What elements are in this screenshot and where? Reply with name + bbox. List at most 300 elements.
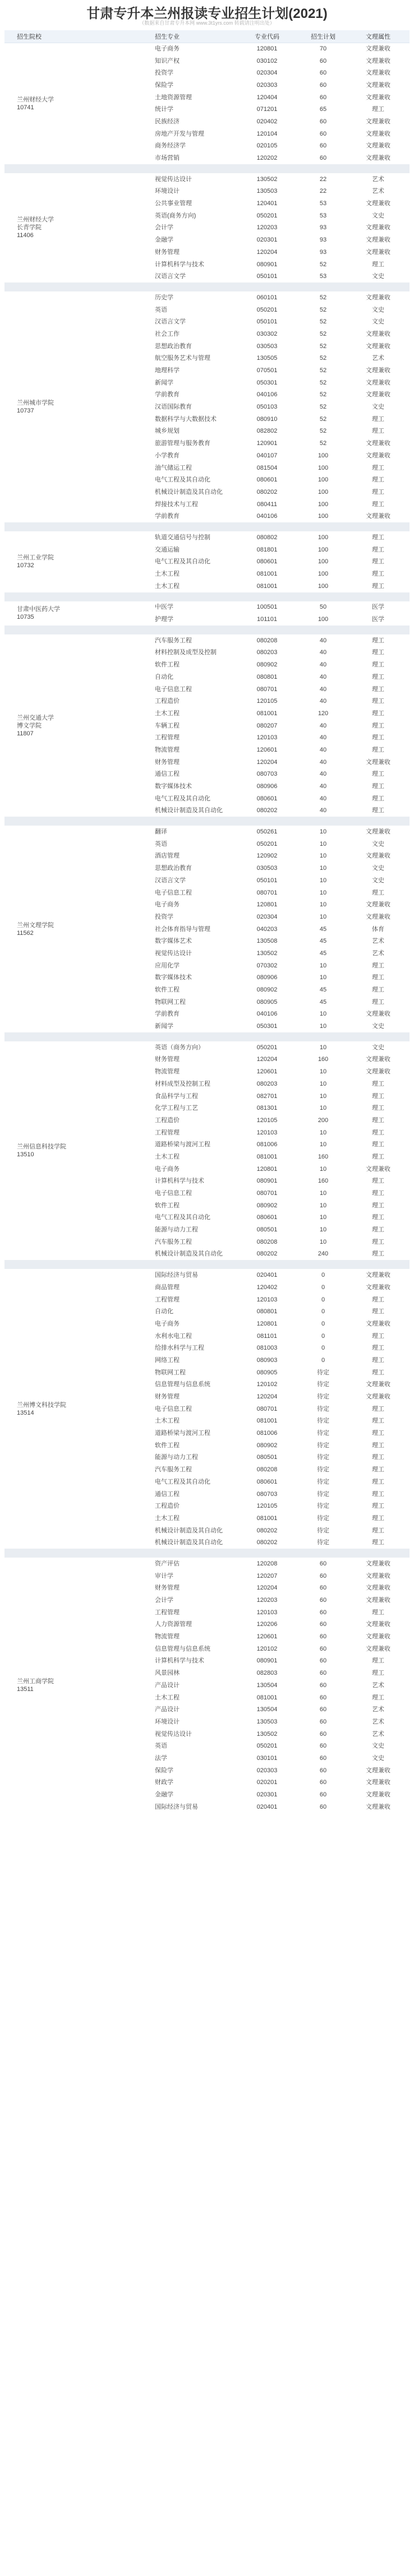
plan-count: 100 bbox=[318, 558, 329, 566]
major-name: 工程造价 bbox=[155, 698, 180, 705]
school-name: 兰州博文科技学院 bbox=[17, 1401, 66, 1409]
school-code: 10737 bbox=[17, 407, 34, 415]
major-name: 翻译 bbox=[155, 828, 167, 836]
plan-count: 52 bbox=[319, 261, 327, 268]
major-code: 120207 bbox=[256, 1572, 278, 1579]
enrollment-table bbox=[4, 30, 410, 1813]
plan-count: 40 bbox=[319, 807, 327, 814]
plan-count: 40 bbox=[319, 758, 327, 766]
major-code: 020401 bbox=[256, 1272, 278, 1279]
subject-type: 理工 bbox=[372, 1503, 384, 1510]
major-code: 081001 bbox=[256, 582, 278, 590]
major-name: 英语(商务方向) bbox=[155, 212, 196, 219]
plan-count: 52 bbox=[319, 294, 327, 301]
page-subtitle: （数据来自甘肃专升本网 www.3t1yrs.com 转载请注明出处） bbox=[139, 20, 275, 26]
plan-count: 93 bbox=[319, 237, 327, 244]
plan-count: 100 bbox=[318, 452, 329, 459]
plan-count: 100 bbox=[318, 616, 329, 623]
plan-count: 待定 bbox=[317, 1539, 329, 1546]
major-name: 软件工程 bbox=[155, 986, 180, 994]
major-name: 数字媒体技术 bbox=[155, 974, 192, 981]
major-code: 080203 bbox=[256, 649, 278, 656]
major-code: 030503 bbox=[256, 342, 278, 350]
school-code: 10735 bbox=[17, 614, 34, 621]
plan-count: 0 bbox=[321, 1284, 325, 1291]
major-name: 小学教育 bbox=[155, 452, 180, 459]
major-name: 工程管理 bbox=[155, 1296, 180, 1303]
plan-count: 待定 bbox=[317, 1381, 329, 1388]
major-name: 焊接技术与工程 bbox=[155, 501, 198, 508]
major-code: 130502 bbox=[256, 949, 278, 957]
plan-count: 160 bbox=[318, 1153, 329, 1160]
plan-count: 53 bbox=[319, 200, 327, 207]
subject-type: 文理兼收 bbox=[366, 1381, 390, 1388]
section-divider bbox=[4, 1549, 410, 1558]
major-code: 080501 bbox=[256, 1226, 278, 1234]
subject-type: 理工 bbox=[372, 795, 384, 802]
major-code: 040107 bbox=[256, 452, 278, 459]
major-name: 知识产权 bbox=[155, 57, 180, 64]
plan-count: 60 bbox=[319, 81, 327, 89]
major-code: 130504 bbox=[256, 1706, 278, 1713]
major-name: 土木工程 bbox=[155, 1694, 180, 1701]
major-code: 080202 bbox=[256, 1250, 278, 1258]
school-cell bbox=[4, 1558, 100, 1813]
major-name: 学前教育 bbox=[155, 391, 180, 399]
plan-count: 240 bbox=[318, 1250, 329, 1258]
plan-count: 100 bbox=[318, 571, 329, 578]
major-name: 电子信息工程 bbox=[155, 1405, 192, 1412]
subject-type: 理工 bbox=[372, 546, 384, 553]
major-code: 120204 bbox=[256, 758, 278, 766]
plan-count: 待定 bbox=[317, 1430, 329, 1437]
major-name: 物联网工程 bbox=[155, 1369, 186, 1376]
plan-count: 待定 bbox=[317, 1405, 329, 1412]
subject-type: 艺术 bbox=[372, 1681, 384, 1689]
major-name: 统计学 bbox=[155, 106, 173, 113]
subject-type: 理工 bbox=[372, 1105, 384, 1112]
major-name: 物流管理 bbox=[155, 746, 180, 753]
plan-count: 60 bbox=[319, 1572, 327, 1579]
major-name: 自动化 bbox=[155, 1308, 173, 1315]
major-name: 历史学 bbox=[155, 294, 173, 301]
major-code: 130508 bbox=[256, 938, 278, 945]
major-code: 050201 bbox=[256, 1743, 278, 1750]
major-code: 120204 bbox=[256, 1056, 278, 1063]
plan-count: 60 bbox=[319, 1633, 327, 1641]
subject-type: 理工 bbox=[372, 1250, 384, 1258]
major-code: 070501 bbox=[256, 367, 278, 374]
subject-type: 理工 bbox=[372, 1092, 384, 1100]
subject-type: 理工 bbox=[372, 1670, 384, 1677]
plan-count: 待定 bbox=[317, 1490, 329, 1498]
major-code: 081001 bbox=[256, 1514, 278, 1522]
major-code: 120103 bbox=[256, 734, 278, 742]
major-code: 040106 bbox=[256, 391, 278, 399]
plan-count: 10 bbox=[319, 1092, 327, 1100]
subject-type: 文理兼收 bbox=[366, 237, 390, 244]
major-name: 化学工程与工艺 bbox=[155, 1105, 198, 1112]
subject-type: 文理兼收 bbox=[366, 1393, 390, 1401]
subject-type: 文理兼收 bbox=[366, 1584, 390, 1592]
major-name: 数字媒体艺术 bbox=[155, 938, 192, 945]
major-name: 汉语言文学 bbox=[155, 877, 186, 884]
major-code: 060101 bbox=[256, 294, 278, 301]
subject-type: 文理兼收 bbox=[366, 118, 390, 125]
major-name: 给排水科学与工程 bbox=[155, 1345, 204, 1352]
plan-count: 60 bbox=[319, 70, 327, 77]
major-code: 080703 bbox=[256, 1490, 278, 1498]
major-name: 应用化学 bbox=[155, 962, 180, 969]
major-code: 050201 bbox=[256, 306, 278, 313]
section-divider-cell bbox=[4, 1260, 410, 1269]
major-code: 070302 bbox=[256, 962, 278, 969]
major-name: 财务管理 bbox=[155, 1393, 180, 1401]
major-name: 保险学 bbox=[155, 1767, 173, 1774]
major-name: 风景园林 bbox=[155, 1670, 180, 1677]
major-code: 080902 bbox=[256, 1202, 278, 1209]
plan-count: 60 bbox=[319, 1706, 327, 1713]
major-code: 030503 bbox=[256, 865, 278, 872]
major-code: 080701 bbox=[256, 889, 278, 896]
plan-count: 60 bbox=[319, 1694, 327, 1701]
major-name: 车辆工程 bbox=[155, 722, 180, 729]
plan-count: 60 bbox=[319, 1803, 327, 1810]
major-name: 电气工程及其自动化 bbox=[155, 558, 210, 566]
major-name: 房地产开发与管理 bbox=[155, 130, 204, 137]
plan-count: 22 bbox=[319, 188, 327, 195]
section-divider-cell bbox=[4, 164, 410, 173]
header-type: 文理属性 bbox=[347, 30, 410, 43]
major-name: 机械设计制造及其自动化 bbox=[155, 1539, 223, 1546]
subject-type: 文理兼收 bbox=[366, 1645, 390, 1652]
major-name: 工程造价 bbox=[155, 1116, 180, 1124]
major-code: 130502 bbox=[256, 1730, 278, 1738]
major-code: 081006 bbox=[256, 1430, 278, 1437]
major-code: 120402 bbox=[256, 1284, 278, 1291]
plan-count: 40 bbox=[319, 685, 327, 693]
subject-type: 理工 bbox=[372, 1356, 384, 1364]
school-name: 兰州交通大学 博文学院 bbox=[17, 714, 54, 729]
plan-count: 100 bbox=[318, 582, 329, 590]
major-code: 080703 bbox=[256, 771, 278, 778]
major-code: 080601 bbox=[256, 1214, 278, 1221]
subject-type: 文理兼收 bbox=[366, 70, 390, 77]
major-code: 080601 bbox=[256, 476, 278, 484]
major-code: 120102 bbox=[256, 1645, 278, 1652]
major-code: 020304 bbox=[256, 70, 278, 77]
subject-type: 文理兼收 bbox=[366, 901, 390, 909]
subject-type: 文理兼收 bbox=[366, 1621, 390, 1628]
subject-type: 文理兼收 bbox=[366, 913, 390, 920]
major-name: 土木工程 bbox=[155, 582, 180, 590]
major-code: 082701 bbox=[256, 1092, 278, 1100]
major-name: 国际经济与贸易 bbox=[155, 1272, 198, 1279]
major-name: 学前教育 bbox=[155, 1011, 180, 1018]
plan-count: 70 bbox=[319, 45, 327, 53]
subject-type: 文史 bbox=[372, 1743, 384, 1750]
plan-count: 45 bbox=[319, 925, 327, 933]
major-name: 产品设计 bbox=[155, 1681, 180, 1689]
subject-type: 理工 bbox=[372, 1226, 384, 1234]
plan-count: 待定 bbox=[317, 1454, 329, 1461]
major-name: 网络工程 bbox=[155, 1356, 180, 1364]
plan-count: 100 bbox=[318, 513, 329, 520]
subject-type: 文理兼收 bbox=[366, 1791, 390, 1799]
subject-type: 文理兼收 bbox=[366, 45, 390, 53]
plan-count: 10 bbox=[319, 1190, 327, 1197]
subject-type: 理工 bbox=[372, 1332, 384, 1340]
subject-type: 理工 bbox=[372, 1345, 384, 1352]
section-divider bbox=[4, 164, 410, 173]
subject-type: 理工 bbox=[372, 1141, 384, 1148]
subject-type: 文理兼收 bbox=[366, 1284, 390, 1291]
major-name: 英语 bbox=[155, 306, 167, 313]
school-name: 甘肃中医药大学 bbox=[17, 606, 60, 613]
major-code: 120103 bbox=[256, 1296, 278, 1303]
plan-count: 待定 bbox=[317, 1369, 329, 1376]
plan-count: 10 bbox=[319, 889, 327, 896]
subject-type: 文理兼收 bbox=[366, 294, 390, 301]
header-code: 专业代码 bbox=[234, 30, 300, 43]
major-name: 计算机科学与技术 bbox=[155, 261, 204, 268]
school-code: 10732 bbox=[17, 562, 34, 569]
major-code: 080203 bbox=[256, 1080, 278, 1087]
plan-count: 40 bbox=[319, 771, 327, 778]
major-code: 071201 bbox=[256, 106, 278, 113]
section-divider-cell bbox=[4, 282, 410, 291]
section-divider-cell bbox=[4, 592, 410, 601]
major-name: 物联网工程 bbox=[155, 998, 186, 1006]
plan-count: 10 bbox=[319, 1068, 327, 1076]
plan-count: 100 bbox=[318, 476, 329, 484]
subject-type: 文理兼收 bbox=[366, 758, 390, 766]
plan-count: 10 bbox=[319, 1044, 327, 1051]
major-code: 080208 bbox=[256, 637, 278, 644]
subject-type: 理工 bbox=[372, 1308, 384, 1315]
major-code: 080801 bbox=[256, 673, 278, 680]
subject-type: 理工 bbox=[372, 1417, 384, 1425]
major-code: 081006 bbox=[256, 1141, 278, 1148]
plan-count: 40 bbox=[319, 734, 327, 742]
plan-count: 10 bbox=[319, 1129, 327, 1136]
major-name: 会计学 bbox=[155, 1597, 173, 1604]
major-code: 120401 bbox=[256, 200, 278, 207]
major-name: 汉语言文学 bbox=[155, 273, 186, 280]
plan-count: 60 bbox=[319, 1584, 327, 1592]
plan-count: 52 bbox=[319, 428, 327, 435]
major-name: 道路桥梁与渡河工程 bbox=[155, 1141, 210, 1148]
plan-count: 60 bbox=[319, 1681, 327, 1689]
plan-count: 10 bbox=[319, 913, 327, 920]
plan-count: 待定 bbox=[317, 1417, 329, 1425]
major-name: 商务经济学 bbox=[155, 142, 186, 150]
subject-type: 理工 bbox=[372, 807, 384, 814]
major-code: 120105 bbox=[256, 698, 278, 705]
section-divider bbox=[4, 1260, 410, 1269]
major-name: 产品设计 bbox=[155, 1706, 180, 1713]
plan-count: 52 bbox=[319, 404, 327, 411]
plan-count: 60 bbox=[319, 1743, 327, 1750]
plan-count: 60 bbox=[319, 142, 327, 150]
plan-count: 待定 bbox=[317, 1466, 329, 1474]
table-header-row bbox=[4, 30, 410, 43]
major-code: 080701 bbox=[256, 1405, 278, 1412]
major-name: 计算机科学与技术 bbox=[155, 1178, 204, 1185]
plan-count: 52 bbox=[319, 367, 327, 374]
plan-count: 待定 bbox=[317, 1393, 329, 1401]
plan-count: 0 bbox=[321, 1296, 325, 1303]
subject-type: 理工 bbox=[372, 1490, 384, 1498]
subject-type: 文史 bbox=[372, 404, 384, 411]
subject-type: 文理兼收 bbox=[366, 224, 390, 231]
subject-type: 文理兼收 bbox=[366, 1068, 390, 1076]
subject-type: 艺术 bbox=[372, 1718, 384, 1725]
major-code: 081801 bbox=[256, 546, 278, 553]
subject-type: 理工 bbox=[372, 986, 384, 994]
plan-count: 93 bbox=[319, 248, 327, 256]
major-code: 120601 bbox=[256, 1633, 278, 1641]
major-code: 120203 bbox=[256, 1597, 278, 1604]
section-divider-cell bbox=[4, 1549, 410, 1558]
major-name: 机械设计制造及其自动化 bbox=[155, 1527, 223, 1534]
school-cell bbox=[4, 531, 100, 592]
subject-type: 文史 bbox=[372, 318, 384, 326]
plan-count: 60 bbox=[319, 1560, 327, 1567]
school-cell bbox=[4, 601, 100, 626]
table-row bbox=[4, 1269, 410, 1281]
plan-count: 45 bbox=[319, 998, 327, 1006]
subject-type: 文理兼收 bbox=[366, 853, 390, 860]
major-code: 130503 bbox=[256, 188, 278, 195]
major-name: 新闻学 bbox=[155, 379, 173, 386]
major-name: 财务管理 bbox=[155, 758, 180, 766]
school-cell bbox=[4, 634, 100, 817]
major-code: 081101 bbox=[257, 1332, 277, 1340]
subject-type: 文理兼收 bbox=[366, 81, 390, 89]
plan-count: 待定 bbox=[317, 1442, 329, 1449]
major-code: 050201 bbox=[256, 1044, 278, 1051]
section-divider bbox=[4, 817, 410, 826]
plan-count: 52 bbox=[319, 318, 327, 326]
major-name: 工程管理 bbox=[155, 734, 180, 742]
plan-count: 0 bbox=[321, 1320, 325, 1327]
major-name: 保险学 bbox=[155, 81, 173, 89]
major-name: 土木工程 bbox=[155, 1514, 180, 1522]
plan-count: 10 bbox=[319, 962, 327, 969]
subject-type: 理工 bbox=[372, 1466, 384, 1474]
plan-count: 60 bbox=[319, 1609, 327, 1616]
subject-type: 理工 bbox=[372, 1442, 384, 1449]
plan-count: 10 bbox=[319, 1226, 327, 1234]
subject-type: 理工 bbox=[372, 673, 384, 680]
major-code: 120204 bbox=[256, 1393, 278, 1401]
plan-count: 160 bbox=[318, 1056, 329, 1063]
subject-type: 文理兼收 bbox=[366, 342, 390, 350]
major-code: 030102 bbox=[256, 57, 278, 64]
plan-count: 0 bbox=[321, 1308, 325, 1315]
plan-count: 52 bbox=[319, 342, 327, 350]
subject-type: 文理兼收 bbox=[366, 155, 390, 162]
major-code: 050301 bbox=[256, 1023, 278, 1030]
major-code: 080901 bbox=[256, 1657, 278, 1665]
major-code: 130505 bbox=[256, 355, 278, 362]
major-code: 080601 bbox=[256, 1478, 278, 1485]
major-code: 080802 bbox=[256, 534, 278, 541]
major-code: 020301 bbox=[256, 237, 278, 244]
major-code: 080202 bbox=[256, 1527, 278, 1534]
table-row bbox=[4, 634, 410, 647]
plan-count: 0 bbox=[321, 1356, 325, 1364]
major-code: 020402 bbox=[256, 118, 278, 125]
major-name: 思想政治教育 bbox=[155, 865, 192, 872]
plan-count: 40 bbox=[319, 649, 327, 656]
subject-type: 文理兼收 bbox=[366, 1572, 390, 1579]
subject-type: 文理兼收 bbox=[366, 440, 390, 447]
major-name: 资产评估 bbox=[155, 1560, 180, 1567]
section-divider-cell bbox=[4, 1032, 410, 1041]
plan-count: 10 bbox=[319, 1141, 327, 1148]
subject-type: 理工 bbox=[372, 582, 384, 590]
major-code: 081504 bbox=[256, 464, 278, 471]
plan-count: 40 bbox=[319, 673, 327, 680]
plan-count: 60 bbox=[319, 1791, 327, 1799]
major-name: 计算机科学与技术 bbox=[155, 1657, 204, 1665]
plan-count: 40 bbox=[319, 637, 327, 644]
school-code: 13511 bbox=[17, 1685, 34, 1693]
major-name: 材料控制及成型及控制 bbox=[155, 649, 217, 656]
major-name: 航空服务艺术与管理 bbox=[155, 355, 210, 362]
major-name: 新闻学 bbox=[155, 1023, 173, 1030]
major-name: 国际经济与贸易 bbox=[155, 1803, 198, 1810]
major-name: 土木工程 bbox=[155, 1417, 180, 1425]
major-code: 100501 bbox=[256, 604, 278, 611]
major-name: 英语 bbox=[155, 1743, 167, 1750]
major-name: 交通运输 bbox=[155, 546, 180, 553]
plan-count: 10 bbox=[319, 828, 327, 836]
major-name: 护理学 bbox=[155, 616, 173, 623]
subject-type: 文史 bbox=[372, 306, 384, 313]
section-divider-cell bbox=[4, 817, 410, 826]
subject-type: 文史 bbox=[372, 840, 384, 847]
major-name: 地理科学 bbox=[155, 367, 180, 374]
major-name: 中医学 bbox=[155, 604, 173, 611]
table-row bbox=[4, 1558, 410, 1570]
plan-count: 40 bbox=[319, 783, 327, 790]
major-name: 汽车服务工程 bbox=[155, 637, 192, 644]
major-name: 财务管理 bbox=[155, 248, 180, 256]
plan-count: 100 bbox=[318, 464, 329, 471]
plan-count: 52 bbox=[319, 355, 327, 362]
subject-type: 理工 bbox=[372, 962, 384, 969]
school-cell bbox=[4, 826, 100, 1032]
table-row bbox=[4, 531, 410, 544]
major-name: 软件工程 bbox=[155, 1442, 180, 1449]
subject-type: 理工 bbox=[372, 1129, 384, 1136]
major-code: 080208 bbox=[256, 1238, 278, 1245]
major-name: 财务管理 bbox=[155, 1584, 180, 1592]
plan-count: 22 bbox=[319, 175, 327, 183]
school-cell bbox=[4, 1269, 100, 1549]
major-code: 120208 bbox=[256, 1560, 278, 1567]
major-code: 080202 bbox=[256, 488, 278, 495]
major-code: 020303 bbox=[256, 1767, 278, 1774]
plan-count: 52 bbox=[319, 306, 327, 313]
major-code: 020401 bbox=[256, 1803, 278, 1810]
plan-count: 160 bbox=[318, 1178, 329, 1185]
subject-type: 文理兼收 bbox=[366, 379, 390, 386]
subject-type: 理工 bbox=[372, 1202, 384, 1209]
